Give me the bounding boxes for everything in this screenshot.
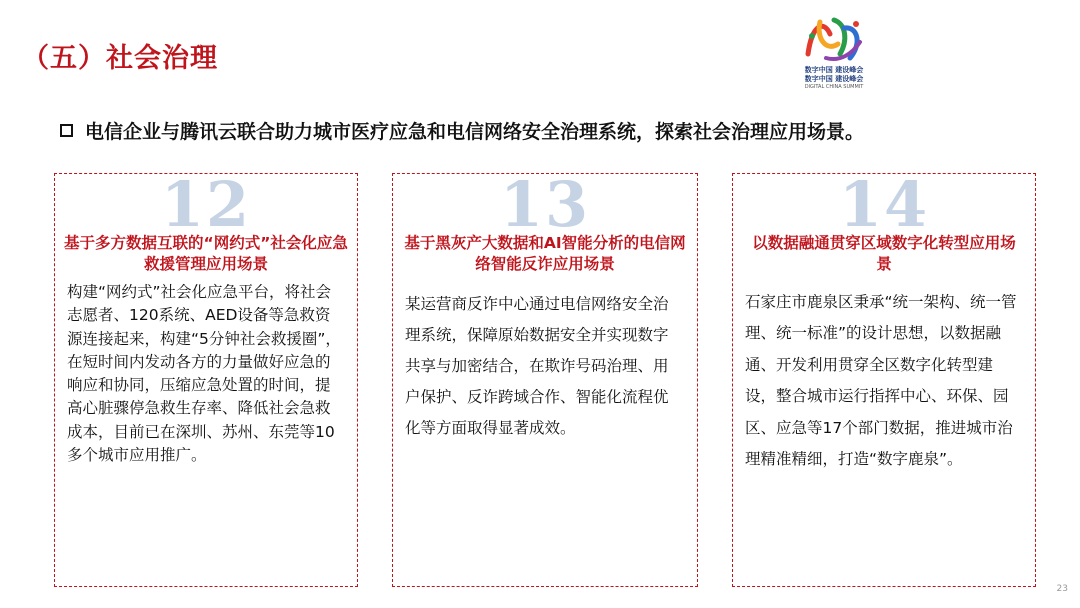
card-number: 12: [160, 168, 252, 241]
case-card-12: [54, 168, 358, 587]
card-heading: 基于黑灰产大数据和AI智能分析的电信网络智能反诈应用场景: [404, 234, 686, 273]
card-body: 石家庄市鹿泉区秉承“统一架构、统一管理、统一标准”的设计思想，以数据融通、开发利用贯穿全区数字化转型建设，整合城市运行指挥中心、环保、园区、应急等17个部门数据，推进城市治理精准精细，打造“数字鹿泉”。: [745, 293, 1017, 469]
card-body: 某运营商反诈中心通过电信网络安全治理系统，保障原始数据安全并实现数字共享与加密结合，在欺诈号码治理、用户保护、反诈跨域合作、智能化流程优化等方面取得显著成效。: [405, 295, 669, 437]
card-heading: 基于多方数据互联的“网约式”社会化应急救援管理应用场景: [64, 234, 348, 273]
logo-text-line1: 数字中国 建设峰会: [804, 66, 864, 74]
card-number: 13: [499, 168, 591, 241]
logo-text-english: DIGITAL CHINA SUMMIT: [804, 84, 864, 90]
logo-mark-icon: [786, 14, 882, 66]
card-heading: 以数据融通贯穿区域数字化转型应用场景: [752, 234, 1016, 273]
checkbox-bullet-icon: [60, 124, 73, 137]
page-number: 23: [1056, 584, 1068, 594]
card-number: 14: [838, 168, 930, 241]
page-title: （五）社会治理: [22, 43, 218, 74]
case-card-14: [732, 168, 1036, 587]
summit-logo: [786, 14, 882, 90]
case-card-13: [392, 168, 698, 587]
subtitle: [60, 117, 864, 144]
logo-text-line2: 数字中国 建设峰会: [804, 75, 864, 83]
subtitle-text: 电信企业与腾讯云联合助力城市医疗应急和电信网络安全治理系统，探索社会治理应用场景。: [85, 121, 865, 143]
card-body: 构建“网约式”社会化应急平台，将社会志愿者、120系统、AED设备等急救资源连接起来，构建“5分钟社会救援圈”，在短时间内发动各方的力量做好应急的响应和协同，压缩应急处置的时间，提高心脏骤停急救生存率、降低社会急救成本，目前已在深圳、苏州、东莞等10多个城市应用推广。: [67, 283, 341, 465]
